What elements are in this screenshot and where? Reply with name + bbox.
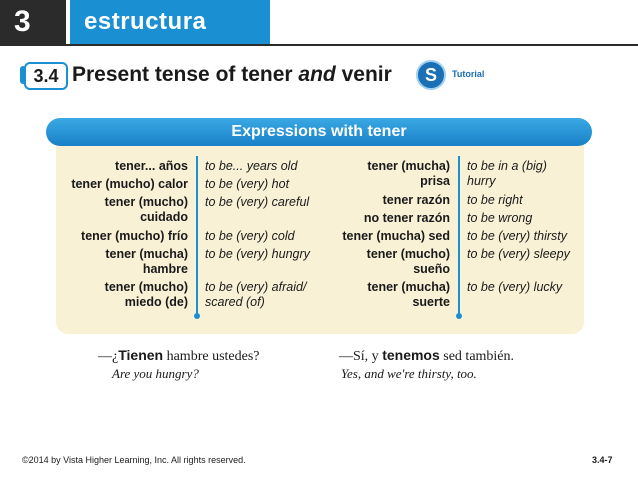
title-prefix: Present tense of [72,63,242,86]
term-left-3: tener (mucho) cuidado [104,195,188,224]
meaning-right-5: to be (very) sleepy [467,247,570,261]
meaning-left-2: to be (very) hot [205,177,290,191]
term-right-3: no tener razón [363,211,450,225]
meaning-left-6: to be (very) afraid/ scared (of) [205,280,307,309]
meaning-right-4: to be (very) thirsty [467,229,568,243]
example-left-verb: Tienen [118,347,164,363]
example-right [339,347,514,365]
meaning-right-6: to be (very) lucky [467,280,563,294]
right-divider-dot [456,313,462,319]
term-right-5: tener (mucho) sueño [366,247,450,276]
meaning-left-4: to be (very) cold [205,229,295,243]
slide-number: 3.4-7 [592,455,613,465]
example-left [98,347,260,365]
title-word-tener: tener [241,63,293,86]
meaning-left-3: to be (very) careful [205,195,310,209]
term-left-2: tener (mucho) calor [71,177,188,191]
copyright-notice: ©2014 by Vista Higher Learning, Inc. All rights reserved. [22,455,246,465]
example-right-verb: tenemos [382,347,440,363]
term-left-1: tener... años [115,159,188,173]
example-right-translation: Yes, and we're thirsty, too. [341,366,477,381]
term-right-4: tener (mucha) sed [342,229,450,243]
table-heading [46,118,592,146]
section-number-badge: 3.4 [24,62,68,90]
meaning-right-2: to be right [467,193,523,207]
title-word-venir: venir [341,63,392,86]
table-heading-prefix: Expressions with [231,123,368,140]
meaning-right-3: to be wrong [467,211,533,225]
meaning-right-1: to be in a (big) hurry [467,159,547,188]
title-middle: and [292,63,342,86]
term-left-4: tener (mucho) frío [81,229,188,243]
term-left-5: tener (mucha) hambre [105,247,188,276]
example-left-dash: —¿ [98,349,119,364]
term-right-1: tener (mucha) prisa [367,159,450,188]
example-left-translation: Are you hungry? [112,366,199,381]
example-left-rest: hambre ustedes? [163,349,260,364]
section-name: estructura [70,0,270,44]
left-divider-dot [194,313,200,319]
right-column-divider [458,156,460,316]
example-right-dash: —Sí, y [339,349,383,364]
chapter-number: 3 [0,0,66,44]
tutorial-icon[interactable]: S [416,60,446,90]
example-right-rest: sed también. [439,349,515,364]
header-rule [0,44,638,46]
page-title [72,60,392,90]
tutorial-label[interactable]: Tutorial [452,69,485,79]
table-heading-word: tener [367,123,407,140]
meaning-left-1: to be... years old [205,159,298,173]
term-left-6: tener (mucho) miedo (de) [104,280,188,309]
left-column-divider [196,156,198,316]
term-right-2: tener razón [382,193,450,207]
term-right-6: tener (mucha) suerte [367,280,450,309]
slide-header [0,0,638,44]
meaning-left-5: to be (very) hungry [205,247,310,261]
